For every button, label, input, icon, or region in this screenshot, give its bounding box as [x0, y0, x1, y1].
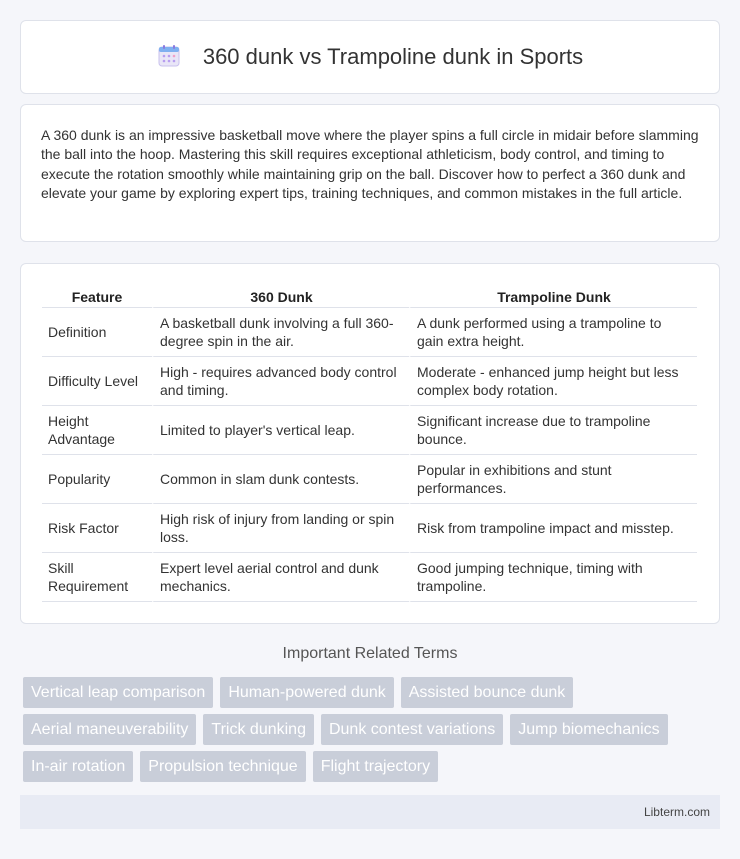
related-term-tag[interactable]: Flight trajectory — [313, 751, 438, 782]
related-terms-title: Important Related Terms — [282, 645, 458, 662]
related-terms-tags — [23, 677, 723, 788]
table-cell-feature: Popularity — [42, 455, 152, 504]
related-term-tag[interactable]: Aerial maneuverability — [23, 714, 196, 745]
related-term-tag[interactable]: Propulsion technique — [140, 751, 305, 782]
table-row — [42, 406, 697, 455]
table-cell-feature: Height Advantage — [42, 406, 152, 455]
table-cell: Expert level aerial control and dunk mechanics. — [152, 553, 409, 602]
footer-site-link[interactable]: Libterm.com — [643, 805, 710, 819]
comparison-table-card — [20, 263, 720, 624]
related-term-tag[interactable]: Assisted bounce dunk — [401, 677, 574, 708]
table-row — [42, 553, 697, 602]
intro-card — [20, 104, 720, 242]
tag-row — [23, 751, 723, 782]
table-cell: Moderate - enhanced jump height but less complex body rotation. — [409, 357, 697, 406]
header-feature: Feature — [42, 286, 152, 308]
table-cell: High - requires advanced body control and timing. — [152, 357, 409, 406]
related-term-tag[interactable]: Vertical leap comparison — [23, 677, 213, 708]
calendar-icon — [157, 44, 181, 68]
tag-row — [23, 677, 723, 708]
table-cell: Popular in exhibitions and stunt performances. — [409, 455, 697, 504]
intro-text: A 360 dunk is an impressive basketball move where the player spins a full circle in midair before slamming the ball into the hoop. Mastering this skill requires exceptional athleticism, body control, and timing to execute the rotation smoothly while maintaining grip on the ball. Discover how to perfect a 360 dunk and elevate your game by exploring expert tips, training techniques, and common mistakes in the full article. — [41, 127, 699, 202]
page-title: 360 dunk vs Trampoline dunk in Sports — [202, 44, 584, 69]
table-cell: Significant increase due to trampoline bounce. — [409, 406, 697, 455]
table-row — [42, 504, 697, 553]
table-row — [42, 357, 697, 406]
comparison-table — [42, 286, 697, 602]
header-trampoline-dunk: Trampoline Dunk — [409, 286, 697, 308]
header-card — [20, 20, 720, 94]
table-cell-feature: Risk Factor — [42, 504, 152, 553]
related-term-tag[interactable]: Dunk contest variations — [321, 714, 503, 745]
tag-row — [23, 714, 723, 745]
table-cell: High risk of injury from landing or spin loss. — [152, 504, 409, 553]
related-term-tag[interactable]: Human-powered dunk — [220, 677, 393, 708]
table-row — [42, 308, 697, 357]
table-header-row — [42, 286, 697, 308]
table-cell: A dunk performed using a trampoline to gain extra height. — [409, 308, 697, 357]
related-term-tag[interactable]: Trick dunking — [203, 714, 314, 745]
table-cell: Good jumping technique, timing with trampoline. — [409, 553, 697, 602]
header-360-dunk: 360 Dunk — [152, 286, 409, 308]
table-cell: Risk from trampoline impact and misstep. — [409, 504, 697, 553]
table-cell: A basketball dunk involving a full 360-degree spin in the air. — [152, 308, 409, 357]
table-cell: Limited to player's vertical leap. — [152, 406, 409, 455]
related-term-tag[interactable]: In-air rotation — [23, 751, 133, 782]
related-term-tag[interactable]: Jump biomechanics — [510, 714, 667, 745]
table-cell-feature: Definition — [42, 308, 152, 357]
table-cell-feature: Skill Requirement — [42, 553, 152, 602]
table-row — [42, 455, 697, 504]
footer — [20, 795, 720, 829]
table-cell: Common in slam dunk contests. — [152, 455, 409, 504]
table-cell-feature: Difficulty Level — [42, 357, 152, 406]
